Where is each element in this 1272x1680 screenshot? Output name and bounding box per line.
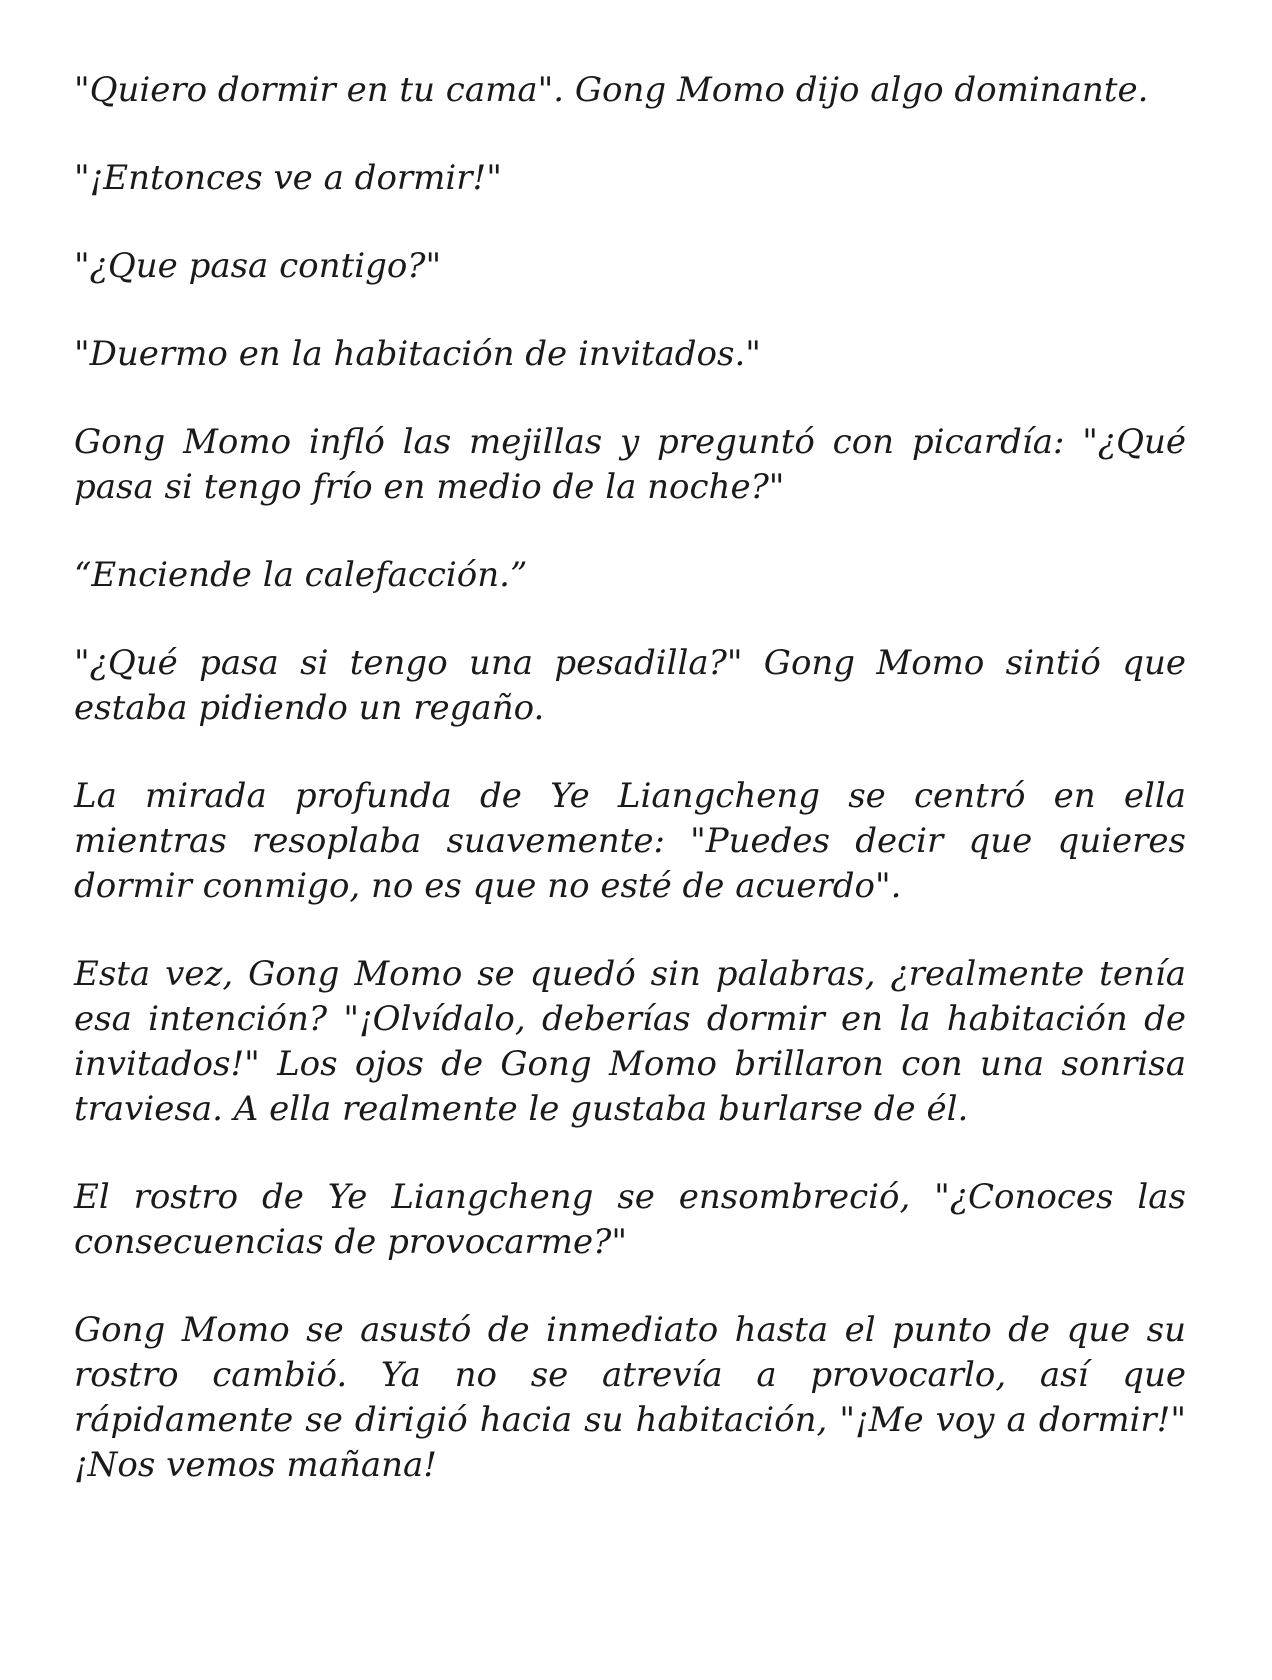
paragraph-1: "Quiero dormir en tu cama". Gong Momo dijo algo dominante. [74,70,1149,110]
paragraph-5: Gong Momo infló las mejillas y preguntó con picardía: "¿Qué pasa si tengo frío en medio de la noche?" [74,422,1186,507]
paragraph-3: "¿Que pasa contigo?" [74,246,442,286]
paragraph-2: "¡Entonces ve a dormir!" [74,158,502,198]
paragraph-8: La mirada profunda de Ye Liangcheng se centró en ella mientras resoplaba suavemente: "Puedes decir que quieres dormir conmigo, no es que no esté de acuerdo". [74,776,1186,906]
paragraph-4: "Duermo en la habitación de invitados." [74,334,761,374]
paragraph-11: Gong Momo se asustó de inmediato hasta el punto de que su rostro cambió. Ya no se atrevía a provocarlo, así que rápidamente se dirigió hacia su habitación, "¡Me voy a dormir!" ¡Nos vemos mañana! [74,1310,1186,1485]
document-page [74,68,1186,1488]
paragraph-7: "¿Qué pasa si tengo una pesadilla?" Gong Momo sintió que estaba pidiendo un regaño. [74,643,1186,728]
paragraph-10: El rostro de Ye Liangcheng se ensombreció, "¿Conoces las consecuencias de provocarme?" [74,1177,1186,1262]
paragraph-9: Esta vez, Gong Momo se quedó sin palabras, ¿realmente tenía esa intención? "¡Olvídalo, deberías dormir en la habitación de invitados!" Los ojos de Gong Momo brillaron con una sonrisa traviesa. A ella realmente le gustaba burlarse de él. [74,954,1186,1129]
paragraph-6: “Enciende la calefacción.” [74,555,528,595]
